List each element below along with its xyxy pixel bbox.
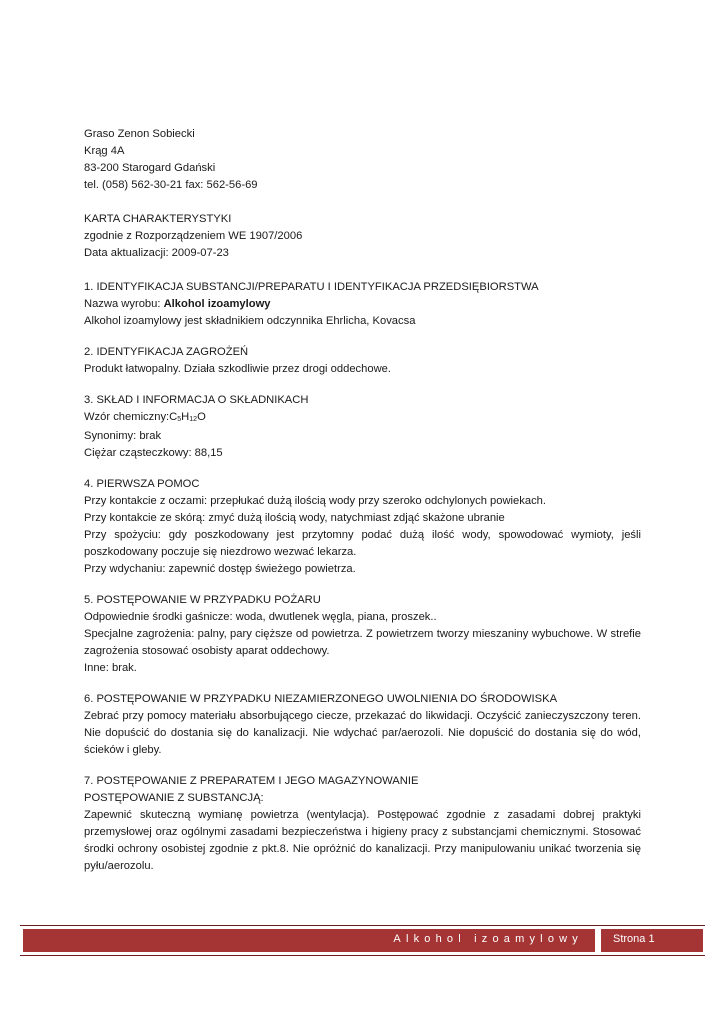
formula-hydrogen: H <box>181 411 190 423</box>
company-name: Graso Zenon Sobiecki <box>84 128 195 140</box>
first-aid-eyes: Przy kontakcie z oczami: przepłukać dużą ilością wody przy szeroko odchylonych powiekach. <box>84 495 547 507</box>
chemical-formula <box>84 409 641 428</box>
section-6 <box>84 691 641 759</box>
company-header <box>84 126 641 194</box>
product-name-value: Alkohol izoamylowy <box>163 298 271 310</box>
hazard-text: Produkt łatwopalny. Działa szkodliwie przez drogi oddechowe. <box>84 363 391 375</box>
product-name <box>84 296 641 313</box>
regulation-note: zgodnie z Rozporządzeniem WE 1907/2006 <box>84 230 303 242</box>
section-heading: 1. IDENTYFIKACJA SUBSTANCJI/PREPARATU I IDENTYFIKACJA PRZEDSIĘBIORSTWA <box>84 281 539 293</box>
section-heading: 3. SKŁAD I INFORMACJA O SKŁADNIKACH <box>84 394 309 406</box>
page-footer <box>20 925 705 956</box>
formula-oxygen: O <box>197 411 206 423</box>
footer-title-bar <box>23 929 595 952</box>
footer-page-box <box>600 929 703 952</box>
section-heading: 2. IDENTYFIKACJA ZAGROŻEŃ <box>84 346 249 358</box>
section-2 <box>84 344 641 378</box>
formula-hydrogen-count: 12 <box>189 416 198 423</box>
synonyms: Synonimy: brak <box>84 430 162 442</box>
formula-carbon-count: 5 <box>177 416 182 423</box>
section-heading: 7. POSTĘPOWANIE Z PREPARATEM I JEGO MAGAZYNOWANIE <box>84 775 419 787</box>
section-5 <box>84 592 641 677</box>
formula-carbon: C <box>169 411 178 423</box>
document-body <box>84 126 641 875</box>
footer-title: Alkohol izoamylowy <box>393 933 583 945</box>
special-hazards: Specjalne zagrożenia: palny, pary cięższe od powietrza. Z powietrzem tworzy mieszaniny wybuchowe. W strefie zagrożenia stosować osobisty aparat oddechowy. <box>84 628 641 657</box>
company-city: 83-200 Starogard Gdański <box>84 162 216 174</box>
section-heading: 4. PIERWSZA POMOC <box>84 478 200 490</box>
product-name-label: Nazwa wyrobu: <box>84 298 164 310</box>
first-aid-ingestion: Przy spożyciu: gdy poszkodowany jest przytomny podać dużą ilość wody, spowodować wymioty, jeśli poszkodowany poczuje się niezdrowo wezwać lekarza. <box>84 529 641 558</box>
section-1 <box>84 279 641 330</box>
section-4 <box>84 476 641 578</box>
page-number: Strona 1 <box>613 933 655 945</box>
first-aid-skin: Przy kontakcie ze skórą: zmyć dużą ilością wody, natychmiast zdjąć skażone ubranie <box>84 512 505 524</box>
company-contact: tel. (058) 562-30-21 fax: 562-56-69 <box>84 179 258 191</box>
section-heading: 5. POSTĘPOWANIE W PRZYPADKU POŻARU <box>84 594 321 606</box>
company-street: Krąg 4A <box>84 145 125 157</box>
update-date: Data aktualizacji: 2009-07-23 <box>84 247 229 259</box>
handling-subheading: POSTĘPOWANIE Z SUBSTANCJĄ: <box>84 792 264 804</box>
handling-text: Zapewnić skuteczną wymianę powietrza (wentylacja). Postępować zgodnie z zasadami dobrej praktyki przemysłowej oraz ogólnymi zasadami bezpieczeństwa i higieny pracy z substancjami chemicznymi. Stosować środki ochrony osobistej zgodnie z pkt.8. Nie opróżnić do kanalizacji. Przy manipulowaniu unikać tworzenia się pyłu/aerozolu. <box>84 809 641 872</box>
other-info: Inne: brak. <box>84 662 137 674</box>
product-description: Alkohol izoamylowy jest składnikiem odczynnika Ehrlicha, Kovacsa <box>84 315 416 327</box>
first-aid-inhalation: Przy wdychaniu: zapewnić dostęp świeżego powietrza. <box>84 563 356 575</box>
document-info <box>84 211 641 262</box>
section-heading: 6. POSTĘPOWANIE W PRZYPADKU NIEZAMIERZONEGO UWOLNIENIA DO ŚRODOWISKA <box>84 693 558 705</box>
molecular-weight: Ciężar cząsteczkowy: 88,15 <box>84 447 223 459</box>
section-7 <box>84 773 641 875</box>
release-measures: Zebrać przy pomocy materiału absorbującego ciecze, przekazać do likwidacji. Oczyścić zanieczyszczony teren. Nie dopuścić do dostania się do kanalizacji. Nie wdychać par/aerozoli. Nie dopuścić do dostania się do wód, ścieków i gleby. <box>84 710 641 756</box>
section-3 <box>84 392 641 462</box>
document-title: KARTA CHARAKTERYSTYKI <box>84 213 232 225</box>
extinguishing-agents: Odpowiednie środki gaśnicze: woda, dwutlenek węgla, piana, proszek.. <box>84 611 437 623</box>
formula-label: Wzór chemiczny: <box>84 411 170 423</box>
